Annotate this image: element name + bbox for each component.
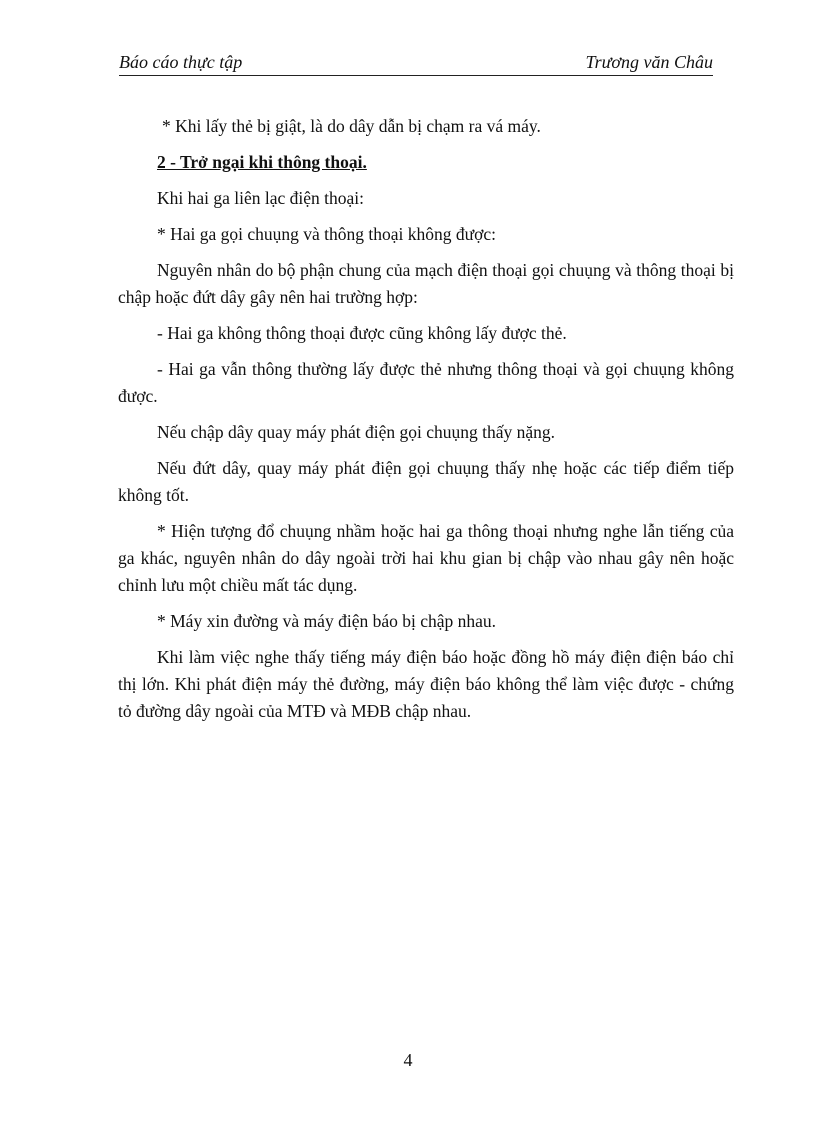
paragraph-8: Nếu chập dây quay máy phát điện gọi chuụng thấy nặng.: [157, 422, 556, 442]
paragraph-9: Nếu đứt dây, quay máy phát điện gọi chuụng thấy nhẹ hoặc các tiếp điểm tiếp không tốt.: [118, 458, 734, 505]
header-author-name: Trương văn Châu: [585, 52, 713, 72]
paragraph-3: Khi hai ga liên lạc điện thoại:: [157, 188, 365, 208]
paragraph-1: * Khi lấy thẻ bị giật, là do dây dẫn bị chạm ra vá máy.: [162, 116, 541, 136]
section-heading: 2 - Trở ngại khi thông thoại.: [157, 152, 367, 172]
paragraph-7: - Hai ga vẫn thông thường lấy được thẻ nhưng thông thoại và gọi chuụng không được.: [118, 359, 734, 406]
page-number: 4: [403, 1050, 413, 1070]
paragraph-6: - Hai ga không thông thoại được cũng không lấy được thẻ.: [157, 323, 567, 343]
paragraph-5: Nguyên nhân do bộ phận chung của mạch điện thoại gọi chuụng và thông thoại bị chập hoặc đứt dây gây nên hai trường hợp:: [118, 260, 734, 307]
paragraph-12: Khi làm việc nghe thấy tiếng máy điện báo hoặc đồng hồ máy điện điện báo chỉ thị lớn. Khi phát điện máy thẻ đường, máy điện báo không thể làm việc được - chứng tỏ đường dây ngoài của MTĐ và MĐB chập nhau.: [118, 647, 734, 721]
body-text: [118, 113, 734, 734]
header-rule: [119, 75, 713, 76]
header-report-title: Báo cáo thực tập: [119, 52, 243, 72]
paragraph-4: * Hai ga gọi chuụng và thông thoại không được:: [157, 224, 497, 244]
paragraph-11: * Máy xin đường và máy điện báo bị chập nhau.: [157, 611, 497, 631]
paragraph-10: * Hiện tượng đổ chuụng nhầm hoặc hai ga thông thoại nhưng nghe lẫn tiếng của ga khác, nguyên nhân do dây ngoài trời hai khu gian bị chập vào nhau gây nên hoặc chỉnh lưu một chiều mất tác dụng.: [118, 521, 734, 595]
